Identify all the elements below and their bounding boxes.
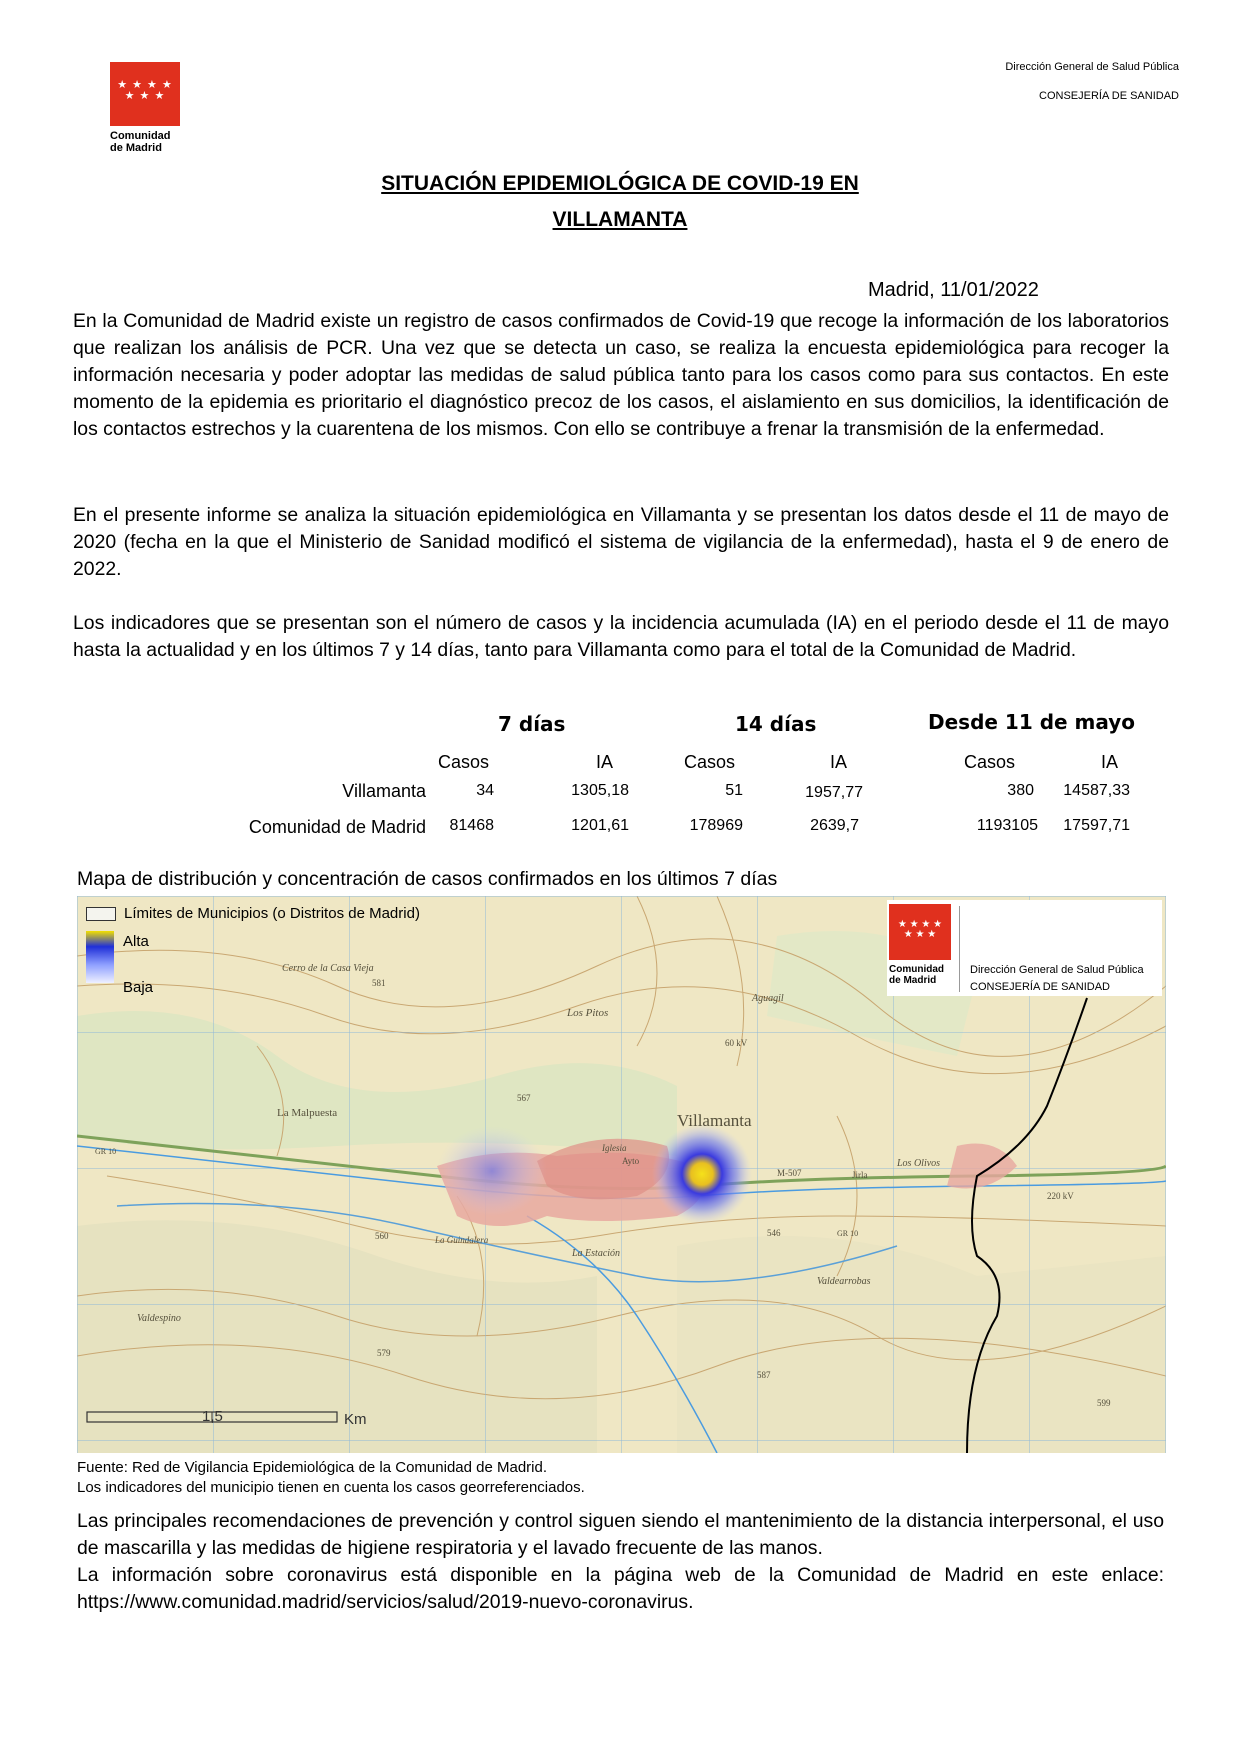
map-logo-box <box>887 900 1162 996</box>
map-label-town: Villamanta <box>677 1111 752 1130</box>
scale-unit: Km <box>344 1411 367 1428</box>
map-label-guindalera: La Guindalera <box>435 1235 489 1245</box>
table-cell: 51 <box>725 782 743 799</box>
map-label-elev: 599 <box>1097 1398 1111 1408</box>
map-label-aguagil: Aguagil <box>752 993 784 1004</box>
map-label-valdearrobas: Valdearrobas <box>817 1276 871 1287</box>
row-label-villamanta: Villamanta <box>342 781 426 801</box>
scale-value: 1,5 <box>202 1408 223 1425</box>
map-label-malpuesta: La Malpuesta <box>277 1107 338 1119</box>
map-label-jirla: Jirla <box>852 1170 868 1180</box>
org-line-2: CONSEJERÍA DE SANIDAD <box>1039 90 1179 102</box>
source-line-2: Los indicadores del municipio tienen en cuenta los casos georreferenciados. <box>77 1479 585 1496</box>
info-paragraph: La información sobre coronavirus está disponible en la página web de la Comunidad de Madrid en este enlace: https://www.comunidad.madrid/servicios/salud/2019-nuevo-coronavirus. <box>77 1564 1164 1613</box>
indicators-paragraph: Los indicadores que se presentan son el número de casos y la incidencia acumulada (IA) en el periodo desde el 11 de mayo hasta la actualidad y en los últimos 7 y 14 días, tanto para Villamanta como para el total de la Comunidad de Madrid. <box>73 612 1169 661</box>
intro-paragraph: En la Comunidad de Madrid existe un registro de casos confirmados de Covid-19 que recoge la información de los laboratorios que realizan los análisis de PCR. Una vez que se detecta un caso, se realiza la encuesta epidemiológica para recoger la información necesaria y poder adoptar las medidas de salud pública tanto para los casos como para sus contactos. En este momento de la epidemia es prioritario el diagnóstico precoz de los casos, el aislamiento en sus domicilios, la identificación de los contactos estrechos y la cuarentena de los mismos. Con ello se contribuye a frenar la transmisión de la enfermedad. <box>73 310 1169 440</box>
legend-boundary-label: Límites de Municipios (o Distritos de Madrid) <box>124 905 420 922</box>
map-label-elev: 587 <box>757 1370 771 1380</box>
source-line-1: Fuente: Red de Vigilancia Epidemiológica de la Comunidad de Madrid. <box>77 1459 548 1476</box>
recommendations-paragraph: Las principales recomendaciones de prevención y control siguen siendo el mantenimiento de la distancia interpersonal, el uso de mascarilla y las medidas de higiene respiratoria y el lavado frecuente de las manos. <box>77 1510 1164 1559</box>
map-label-estacion: La Estación <box>572 1248 621 1259</box>
map-logo-text: Comunidad de Madrid <box>889 964 944 986</box>
table-cell: 1957,77 <box>805 784 863 801</box>
map-org-line-2: CONSEJERÍA DE SANIDAD <box>970 981 1110 993</box>
map-label-elev: 560 <box>375 1231 389 1241</box>
org-line-1: Dirección General de Salud Pública <box>1005 61 1179 73</box>
table-cell: 2639,7 <box>810 817 859 834</box>
report-date: Madrid, 11/01/2022 <box>868 279 1039 301</box>
map-label-ayto: Ayto <box>622 1156 640 1166</box>
map-label-pitos: Los Pitos <box>567 1007 609 1019</box>
col-casos-14: Casos <box>684 752 736 772</box>
boundary-swatch <box>86 907 116 921</box>
density-gradient-swatch <box>86 931 114 983</box>
table-cell: 1201,61 <box>571 817 629 834</box>
madrid-flag <box>110 62 180 126</box>
table-cell: 81468 <box>449 817 494 834</box>
map-label-kv60: 60 kV <box>725 1038 748 1048</box>
madrid-flag <box>889 904 951 960</box>
col-casos-7: Casos <box>438 752 490 772</box>
col-ia-7: IA <box>596 752 614 772</box>
stars-icon: ★ ★ ★ ★ ★ ★ ★ <box>117 79 173 102</box>
map-label-elev: 579 <box>377 1348 391 1358</box>
table-cell: 14587,33 <box>1063 782 1130 799</box>
map-label-kv220: 220 kV <box>1047 1191 1074 1201</box>
map-label-gr10: GR 10 <box>837 1229 859 1238</box>
map-label-cerro: Cerro de la Casa Vieja <box>282 963 374 974</box>
map-label-gr10: GR 10 <box>95 1147 117 1156</box>
period-since-may: Desde 11 de mayo <box>928 710 1136 734</box>
period-7-days: 7 días <box>498 712 566 736</box>
table-cell: 380 <box>1007 782 1034 799</box>
stars-icon: ★ ★ ★ ★ ★ ★ ★ <box>897 919 943 940</box>
map-label-iglesia: Iglesia <box>602 1143 627 1153</box>
col-ia-14: IA <box>830 752 848 772</box>
legend-low-label: Baja <box>123 979 154 996</box>
divider <box>959 906 960 992</box>
map-label-valdespino: Valdespino <box>137 1313 181 1324</box>
page-title-line-2: VILLAMANTA <box>552 208 688 231</box>
map-org-line-1: Dirección General de Salud Pública <box>970 964 1144 976</box>
legend-high-label: Alta <box>123 933 149 950</box>
scope-paragraph: En el presente informe se analiza la situación epidemiológica en Villamanta y se presentan los datos desde el 11 de mayo de 2020 (fecha en la que el Ministerio de Sanidad modificó el sistema de vigilancia de la enfermedad), hasta el 9 de enero de 2022. <box>73 504 1169 580</box>
page-title-line-1: SITUACIÓN EPIDEMIOLÓGICA DE COVID-19 EN <box>381 172 859 195</box>
period-14-days: 14 días <box>735 712 817 736</box>
col-ia-since: IA <box>1101 752 1119 772</box>
map-title: Mapa de distribución y concentración de casos confirmados en los últimos 7 días <box>77 868 778 890</box>
map-label-elev: 581 <box>372 978 386 988</box>
table-cell: 1193105 <box>976 817 1038 834</box>
map-label-elev: 567 <box>517 1093 531 1103</box>
table-cell: 34 <box>476 782 494 799</box>
map-label-elev: 546 <box>767 1228 781 1238</box>
map-label-road: M-507 <box>777 1168 802 1178</box>
table-cell: 17597,71 <box>1063 817 1130 834</box>
row-label-comunidad: Comunidad de Madrid <box>248 817 426 837</box>
table-cell: 178969 <box>689 817 743 834</box>
col-casos-since: Casos <box>964 752 1016 772</box>
map-label-olivos: Los Olivos <box>897 1158 941 1169</box>
table-cell: 1305,18 <box>571 782 629 799</box>
comunidad-madrid-logo <box>110 62 180 158</box>
logo-text: Comunidad de Madrid <box>110 130 171 154</box>
